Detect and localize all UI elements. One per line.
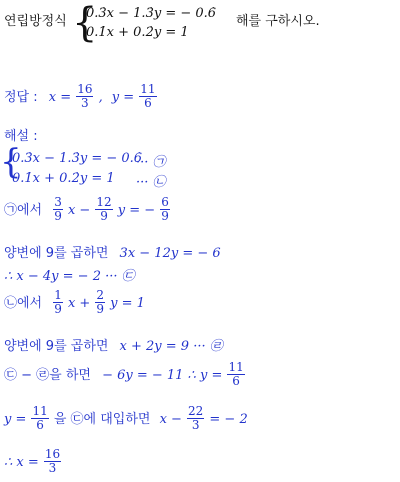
step4-end: y = 1 — [110, 296, 145, 311]
step1-fraction-1 — [53, 196, 63, 223]
step7-den: 6 — [36, 418, 44, 432]
step1-mid: x − — [67, 203, 91, 218]
answer-y-denominator: 6 — [144, 96, 152, 110]
step7-num2: 22 — [188, 404, 204, 418]
step1-mid2: y = − — [117, 203, 156, 218]
solution-step-8 — [4, 448, 61, 475]
step7-end: = − 2 — [209, 412, 248, 427]
step6-text: ㉢ − ㉣을 하면 — [4, 368, 91, 383]
step1-fraction-3 — [160, 196, 170, 223]
solution-step-4 — [4, 289, 145, 316]
step2-eq: 3x − 12y = − 6 — [119, 246, 221, 261]
problem-instruction: 해를 구하시오. — [236, 14, 320, 29]
step7-num: 11 — [32, 404, 48, 418]
solution-label: 해설 : — [4, 129, 38, 144]
solution-system-mark2: ··· ㉡ — [136, 175, 166, 190]
step8-num: 16 — [44, 447, 61, 461]
answer-y-numerator: 11 — [140, 82, 156, 96]
solution-system-mark1: ··· ㉠ — [136, 155, 166, 170]
problem-equation-2: 0.1̇x + 0.2̇y = 1 — [86, 25, 189, 40]
step1-f1-num: 3 — [54, 195, 62, 209]
answer-x-numerator: 16 — [77, 82, 93, 96]
step1-f3-num: 6 — [161, 195, 169, 209]
step7-den2: 3 — [191, 418, 200, 432]
step1-prefix: ㉠에서 — [4, 203, 43, 218]
step1-f3-den: 9 — [161, 209, 169, 223]
answer-y-lhs: y = — [111, 90, 135, 105]
step7-lhs: y = — [4, 412, 27, 427]
solution-step-7 — [4, 405, 248, 432]
solution-system-brace: { — [0, 142, 22, 182]
step8-fraction — [44, 448, 61, 475]
step1-f2-num: 12 — [96, 195, 112, 209]
answer-label: 정답 : — [4, 90, 38, 105]
step1-fraction-2 — [95, 196, 112, 223]
step5-text: 양변에 9를 곱하면 — [4, 339, 109, 354]
step7-fraction-1 — [31, 405, 48, 432]
solution-step-6 — [4, 361, 245, 388]
step2-text: 양변에 9를 곱하면 — [4, 246, 109, 261]
step4-fraction-2 — [95, 289, 105, 316]
step1-f2-den: 9 — [100, 209, 108, 223]
step5-eq: x + 2y = 9 ··· ㉣ — [119, 339, 223, 354]
solution-step-5 — [4, 335, 223, 354]
answer-y-fraction — [139, 83, 156, 110]
problem-brace: { — [72, 0, 98, 46]
step4-mid: x + — [67, 296, 91, 311]
step4-f1-den: 9 — [54, 302, 62, 316]
solution-system-eq1: 0.3̇x − 1.3̇y = − 0.6̇ — [12, 151, 143, 166]
step6-num: 11 — [228, 360, 244, 374]
answer-x-lhs: x = — [48, 90, 72, 105]
step7-fraction-2 — [187, 405, 204, 432]
answer-comma: , — [98, 90, 103, 105]
problem-label: 연립방정식 — [4, 14, 67, 29]
step4-prefix: ㉡에서 — [4, 296, 43, 311]
problem-equation-1: 0.3̇x − 1.3̇y = − 0.6̇ — [86, 6, 217, 21]
solution-step-3: ∴ x − 4y = − 2 ··· ㉢ — [4, 269, 135, 284]
solution-system-eq2: 0.1̇x + 0.2̇y = 1 — [12, 171, 115, 186]
step6-fraction — [227, 361, 244, 388]
step1-f1-den: 9 — [54, 209, 62, 223]
step6-eq: − 6y = − 11 ∴ y = — [102, 368, 223, 383]
step6-den: 6 — [232, 374, 240, 388]
answer-line — [4, 83, 157, 110]
step4-f2-num: 2 — [96, 288, 105, 302]
step4-f1-num: 1 — [54, 288, 62, 302]
solution-step-2 — [4, 242, 221, 261]
solution-step-1 — [4, 196, 170, 223]
step4-fraction-1 — [53, 289, 63, 316]
step7-text: 을 ㉢에 대입하면 — [53, 412, 151, 427]
step7-eq: x − — [159, 412, 182, 427]
answer-x-denominator: 3 — [81, 96, 89, 110]
answer-x-fraction — [76, 83, 93, 110]
step8-den: 3 — [48, 461, 57, 475]
step8-text: ∴ x = — [4, 455, 39, 470]
step4-f2-den: 9 — [96, 302, 105, 316]
